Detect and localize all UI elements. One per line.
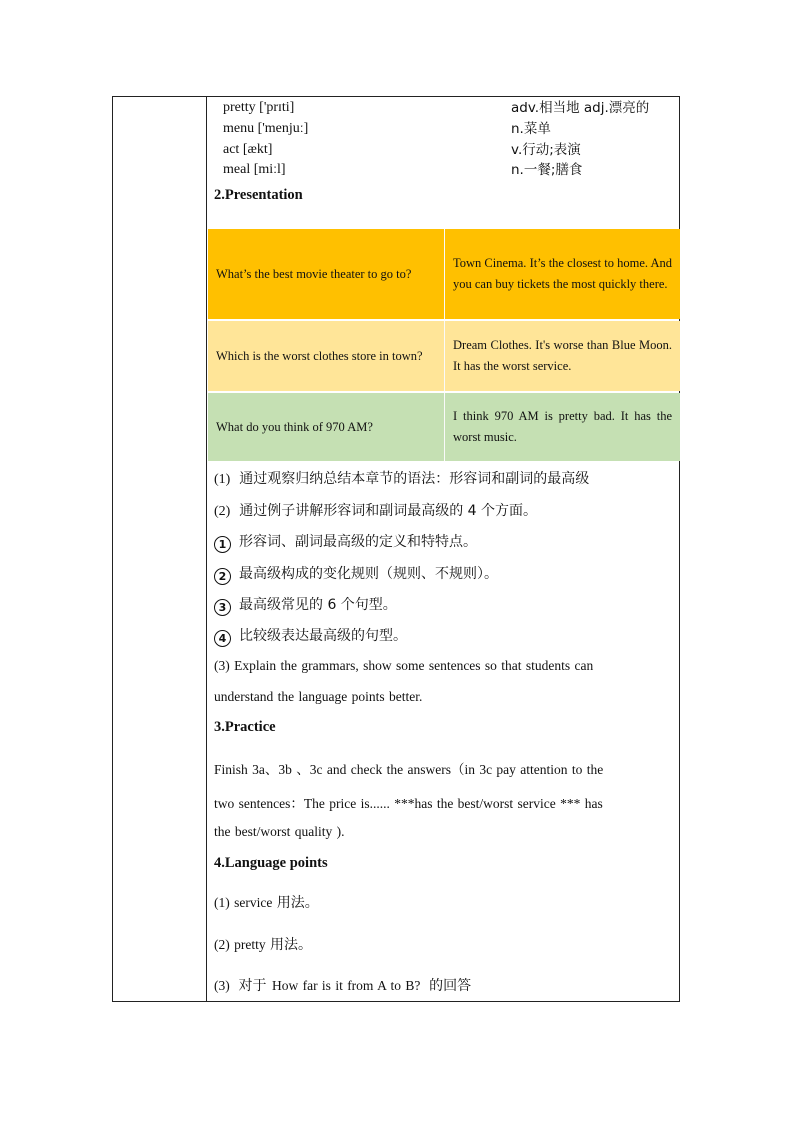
answer-cell: I think 970 AM is pretty bad. It has the worst music. (453, 409, 672, 444)
left-column (113, 97, 207, 1001)
answer-cell: Dream Clothes. It's worse than Blue Moon. It has the worst service. (453, 338, 672, 373)
practice-title: 3.Practice (214, 719, 276, 735)
practice-line: two sentences：The price is...... ***has the best/worst service *** has (214, 796, 603, 811)
vocab-row (223, 160, 683, 180)
vocab-meaning: n.菜单 (511, 121, 551, 137)
question-cell: What’s the best movie theater to go to? (208, 229, 445, 319)
note-point: 3 最高级常见的 6 个句型。 (214, 594, 397, 616)
circled-number-icon: 4 (214, 630, 231, 647)
vocab-row (223, 98, 683, 118)
question-cell: What do you think of 970 AM? (208, 393, 445, 461)
presentation-title: 2.Presentation (214, 187, 303, 203)
vocab-row (223, 140, 683, 160)
note-line: (3) Explain the grammars, show some sentences so that students can (214, 658, 594, 673)
circled-number-icon: 2 (214, 568, 231, 585)
vocab-word: menu ['menjuː] (223, 121, 309, 136)
note-line: (1) 通过观察归纳总结本章节的语法：形容词和副词的最高级 (214, 471, 590, 487)
vocab-word: pretty ['prɪti] (223, 100, 295, 115)
circled-number-icon: 3 (214, 599, 231, 616)
vocab-word: meal [miːl] (223, 162, 286, 177)
content-column (208, 97, 679, 1001)
lesson-table (112, 96, 680, 1002)
practice-line: Finish 3a、3b 、3c and check the answers（in 3c pay attention to the (214, 762, 604, 777)
question-cell: Which is the worst clothes store in town? (208, 321, 445, 391)
note-point: 2 最高级构成的变化规则（规则、不规则）。 (214, 563, 498, 585)
practice-line: the best/worst quality ). (214, 824, 345, 839)
table-row (208, 321, 680, 391)
language-point-item: (1) service 用法。 (214, 895, 319, 911)
language-point-item: (2) pretty 用法。 (214, 937, 312, 953)
note-line: (2) 通过例子讲解形容词和副词最高级的 4 个方面。 (214, 503, 538, 519)
vocab-meaning: n.一餐;膳食 (511, 162, 583, 178)
vocab-meaning: adv.相当地 adj.漂亮的 (511, 100, 650, 116)
vocab-word: act [ækt] (223, 142, 273, 157)
note-line: understand the language points better. (214, 689, 423, 704)
language-points-title: 4.Language points (214, 855, 328, 871)
vocab-meaning: v.行动;表演 (511, 142, 581, 158)
answer-cell: Town Cinema. It’s the closest to home. And you can buy tickets the most quickly there. (453, 256, 672, 291)
table-row (208, 229, 680, 319)
table-row (208, 393, 680, 461)
note-point: 1 形容词、副词最高级的定义和特特点。 (214, 531, 477, 553)
language-point-item: (3) 对于 How far is it from A to B? 的回答 (214, 978, 472, 994)
note-point: 4 比较级表达最高级的句型。 (214, 625, 407, 647)
circled-number-icon: 1 (214, 536, 231, 553)
vocab-row (223, 119, 683, 139)
